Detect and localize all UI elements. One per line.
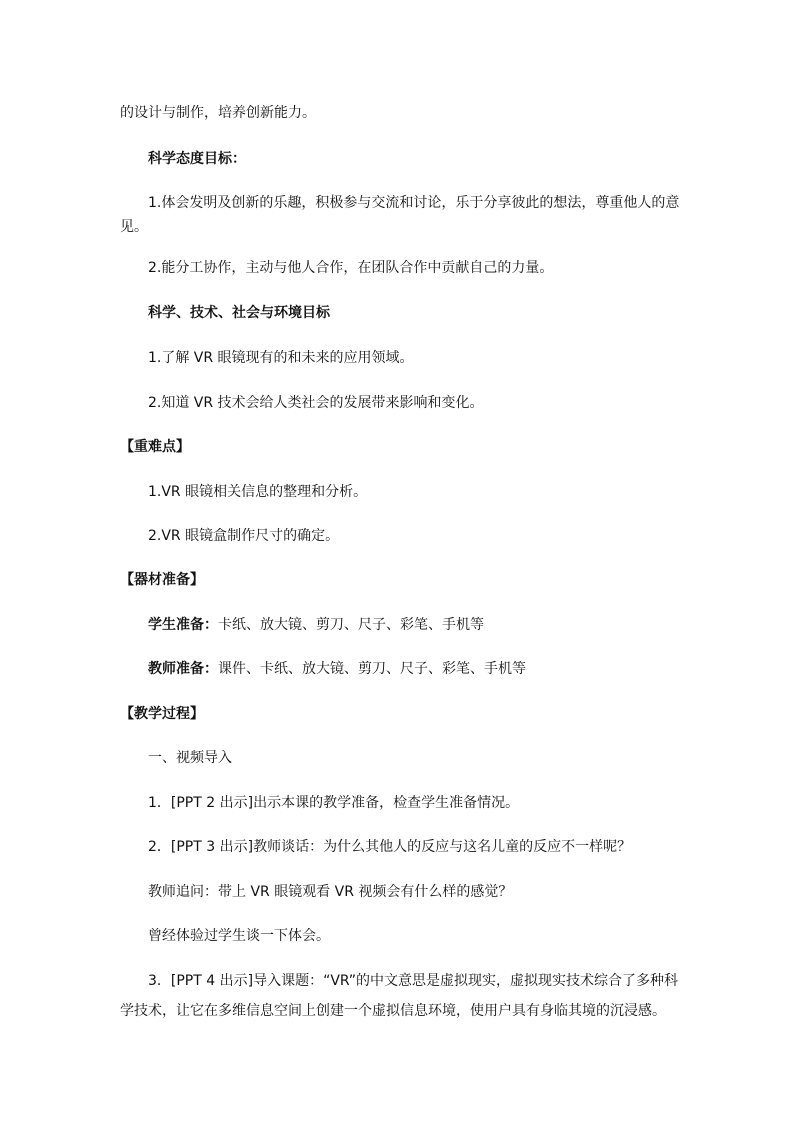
paragraph-line: 教师追问：带上 VR 眼镜观看 VR 视频会有什么样的感觉？ xyxy=(148,884,513,900)
paragraph-line xyxy=(148,616,484,634)
paragraph-line: 1．[PPT 2 出示]出示本课的教学准备，检查学生准备情况。 xyxy=(148,795,520,811)
bracket-heading: 【器材准备】 xyxy=(120,572,204,588)
section-heading: 科学、技术、社会与环境目标 xyxy=(148,305,330,321)
inline-text: 课件、卡纸、放大镜、剪刀、尺子、彩笔、手机等 xyxy=(218,661,526,677)
paragraph-line: 3．[PPT 4 出示]导入课题：“VR”的中文意思是虚拟现实，虚拟现实技术综合了多种科 xyxy=(148,973,678,989)
inline-label: 教师准备： xyxy=(148,661,218,677)
paragraph-line xyxy=(148,660,526,678)
paragraph-line: 2．[PPT 3 出示]教师谈话：为什么其他人的反应与这名儿童的反应不一样呢？ xyxy=(148,839,632,855)
paragraph-line: 2.知道 VR 技术会给人类社会的发展带来影响和变化。 xyxy=(148,395,484,411)
paragraph-line: 1.体会发明及创新的乐趣，积极参与交流和讨论，乐于分享彼此的想法，尊重他人的意 xyxy=(148,195,680,211)
bracket-heading: 【重难点】 xyxy=(120,439,190,455)
paragraph-line: 一、视频导入 xyxy=(148,750,232,766)
paragraph-line: 2.VR 眼镜盒制作尺寸的确定。 xyxy=(148,528,340,544)
paragraph-line: 学技术，让它在多维信息空间上创建一个虚拟信息环境，使用户具有身临其境的沉浸感。 xyxy=(120,1003,666,1019)
paragraph-line: 的设计与制作，培养创新能力。 xyxy=(120,105,316,121)
paragraph-line: 曾经体验过学生谈一下体会。 xyxy=(148,928,330,944)
section-heading: 科学态度目标： xyxy=(148,151,246,167)
paragraph-line: 见。 xyxy=(120,219,148,235)
inline-text: 卡纸、放大镜、剪刀、尺子、彩笔、手机等 xyxy=(218,617,484,633)
inline-label: 学生准备： xyxy=(148,617,218,633)
paragraph-line: 1.了解 VR 眼镜现有的和未来的应用领域。 xyxy=(148,350,414,366)
paragraph-line: 2.能分工协作，主动与他人合作，在团队合作中贡献自己的力量。 xyxy=(148,260,554,276)
paragraph-line: 1.VR 眼镜相关信息的整理和分析。 xyxy=(148,484,368,500)
bracket-heading: 【教学过程】 xyxy=(120,706,204,722)
